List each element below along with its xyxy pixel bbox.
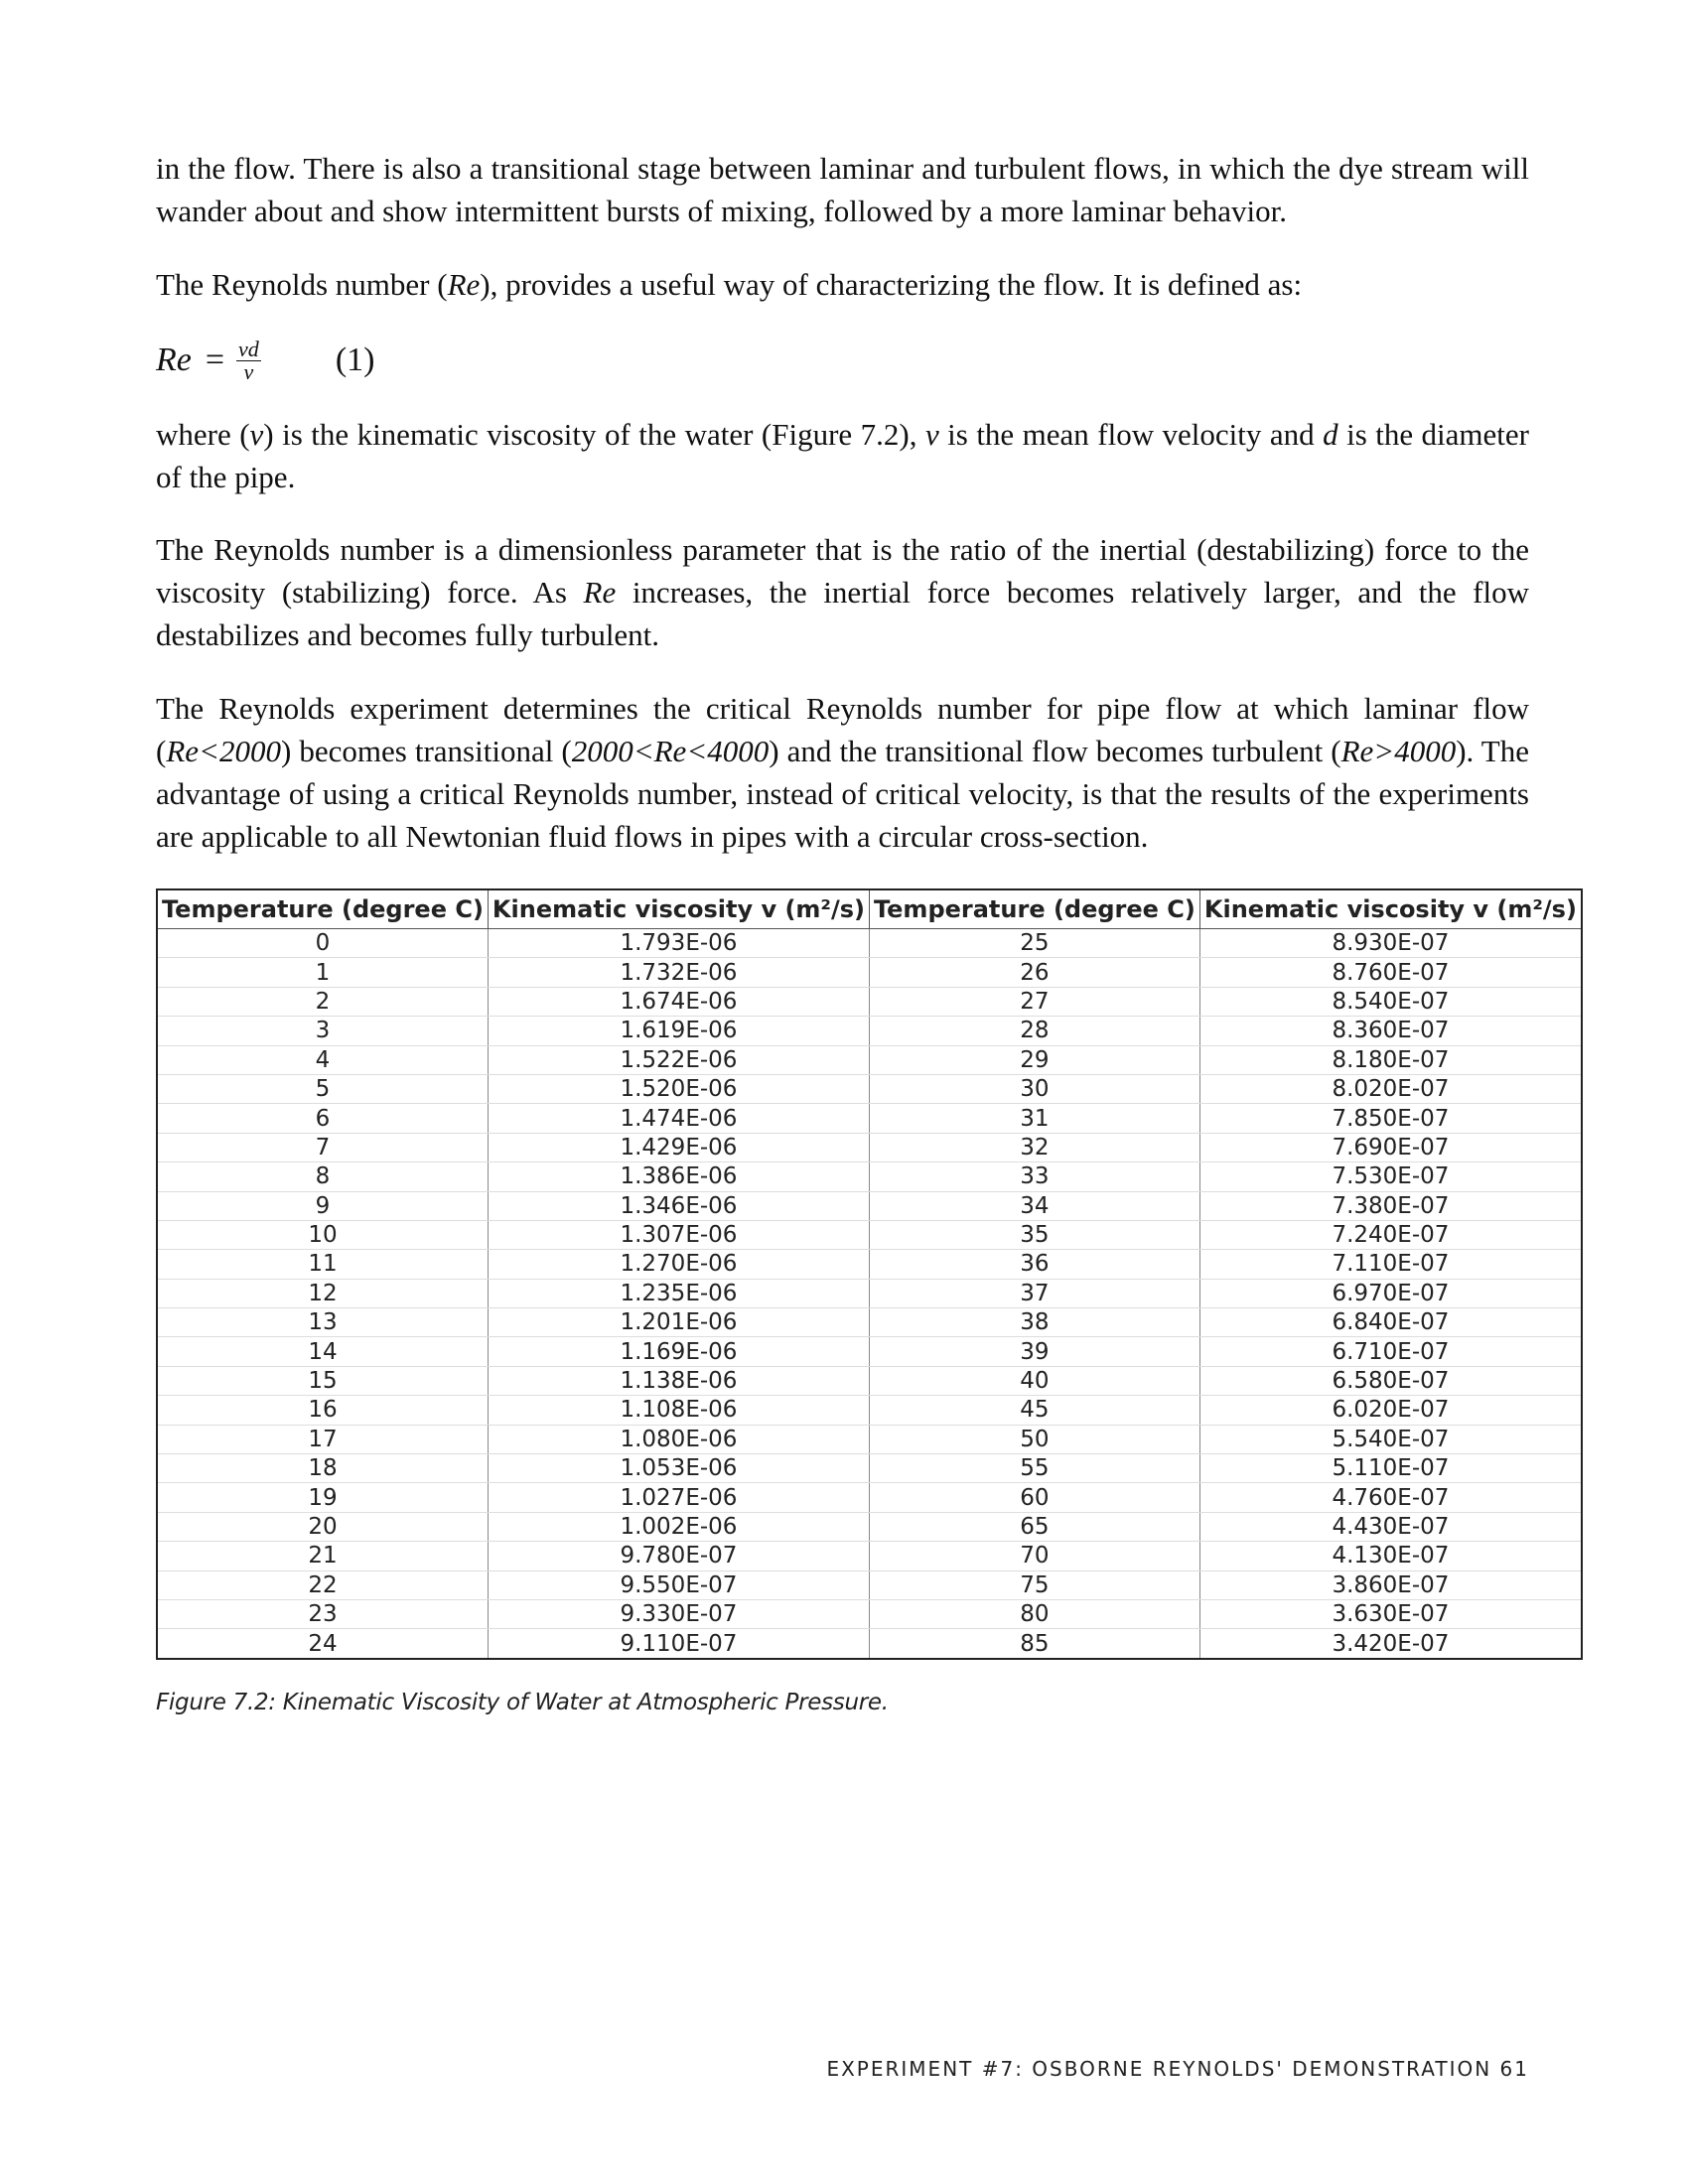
header-viscosity: Kinematic viscosity v (m²/s) [1199,889,1582,929]
paragraph-text: The Reynolds number ( [156,267,448,302]
re-symbol: Re [583,575,617,610]
temperature-cell: 12 [157,1279,488,1307]
temperature-cell: 0 [157,929,488,958]
temperature-cell: 35 [869,1220,1199,1249]
viscosity-cell: 9.110E-07 [488,1629,869,1659]
temperature-cell: 60 [869,1483,1199,1512]
viscosity-cell: 1.307E-06 [488,1220,869,1249]
viscosity-cell: 7.240E-07 [1199,1220,1582,1249]
equation-lhs: Re [156,341,192,378]
viscosity-cell: 1.002E-06 [488,1512,869,1541]
temperature-cell: 15 [157,1366,488,1395]
viscosity-cell: 3.630E-07 [1199,1599,1582,1628]
viscosity-cell: 8.020E-07 [1199,1074,1582,1103]
temperature-cell: 24 [157,1629,488,1659]
viscosity-cell: 6.970E-07 [1199,1279,1582,1307]
table-row [157,1104,1582,1133]
equation-numerator: vd [238,336,259,361]
temperature-cell: 33 [869,1162,1199,1191]
temperature-cell: 26 [869,958,1199,987]
table-row [157,987,1582,1016]
viscosity-cell: 1.201E-06 [488,1308,869,1337]
temperature-cell: 16 [157,1396,488,1425]
temperature-cell: 13 [157,1308,488,1337]
header-temperature: Temperature (degree C) [869,889,1199,929]
temperature-cell: 37 [869,1279,1199,1307]
viscosity-cell: 1.520E-06 [488,1074,869,1103]
temperature-cell: 22 [157,1570,488,1599]
viscosity-cell: 6.580E-07 [1199,1366,1582,1395]
temperature-cell: 6 [157,1104,488,1133]
temperature-cell: 14 [157,1337,488,1366]
temperature-cell: 75 [869,1570,1199,1599]
viscosity-cell: 1.429E-06 [488,1133,869,1161]
viscosity-cell: 3.420E-07 [1199,1629,1582,1659]
page-footer: EXPERIMENT #7: OSBORNE REYNOLDS' DEMONSTRATION 61 [826,2057,1529,2081]
paragraph-text: where ( [156,417,250,452]
viscosity-cell: 8.760E-07 [1199,958,1582,987]
equation-fraction [236,336,261,384]
viscosity-cell: 1.270E-06 [488,1250,869,1279]
temperature-cell: 65 [869,1512,1199,1541]
table-row [157,1074,1582,1103]
temperature-cell: 25 [869,929,1199,958]
transitional-range: 2000<Re<4000 [571,734,770,768]
viscosity-cell: 1.169E-06 [488,1337,869,1366]
temperature-cell: 11 [157,1250,488,1279]
paragraph-text: is the diameter of the pipe. [156,417,1530,494]
table-row [157,1337,1582,1366]
viscosity-cell: 7.850E-07 [1199,1104,1582,1133]
viscosity-cell: 1.474E-06 [488,1104,869,1133]
viscosity-cell: 1.386E-06 [488,1162,869,1191]
table-row [157,1542,1582,1570]
viscosity-cell: 1.522E-06 [488,1045,869,1074]
temperature-cell: 28 [869,1017,1199,1045]
table-header-row [157,889,1582,929]
viscosity-cell: 8.180E-07 [1199,1045,1582,1074]
table-row [157,1512,1582,1541]
viscosity-cell: 7.690E-07 [1199,1133,1582,1161]
table-row [157,958,1582,987]
temperature-cell: 20 [157,1512,488,1541]
table-row [157,1220,1582,1249]
temperature-cell: 50 [869,1425,1199,1453]
v-symbol: v [924,417,939,452]
table-row [157,1599,1582,1628]
table-row [157,1133,1582,1161]
figure-caption: Figure 7.2: Kinematic Viscosity of Water at Atmospheric Pressure. [156,1689,889,1715]
table-row [157,1017,1582,1045]
temperature-cell: 10 [157,1220,488,1249]
viscosity-table [156,888,1583,1660]
equation-number: (1) [335,341,375,378]
reynolds-equation [156,330,1529,391]
temperature-cell: 29 [869,1045,1199,1074]
viscosity-cell: 5.110E-07 [1199,1454,1582,1483]
table-row [157,1191,1582,1220]
viscosity-cell: 5.540E-07 [1199,1425,1582,1453]
paragraph-text: increases, the inertial force becomes relatively larger, and the flow destabilizes and becomes fully turbulent. [156,575,1529,652]
temperature-cell: 21 [157,1542,488,1570]
viscosity-cell: 6.020E-07 [1199,1396,1582,1425]
temperature-cell: 9 [157,1191,488,1220]
temperature-cell: 80 [869,1599,1199,1628]
viscosity-cell: 4.760E-07 [1199,1483,1582,1512]
temperature-cell: 4 [157,1045,488,1074]
paragraph-dimensionless [156,528,1529,656]
nu-symbol: ν [249,417,264,452]
table-row [157,1425,1582,1453]
viscosity-cell: 1.138E-06 [488,1366,869,1395]
turbulent-range: Re>4000 [1340,734,1457,768]
equation-equals: = [205,341,225,378]
temperature-cell: 17 [157,1425,488,1453]
viscosity-cell: 1.108E-06 [488,1396,869,1425]
paragraph-text: The Reynolds number is a dimensionless parameter that is the ratio of the inertial (destabilizing) force to the viscosity (stabilizing) force. As [156,532,1529,610]
table-row [157,929,1582,958]
viscosity-cell: 8.930E-07 [1199,929,1582,958]
temperature-cell: 32 [869,1133,1199,1161]
table-row [157,1250,1582,1279]
temperature-cell: 19 [157,1483,488,1512]
table-row [157,1366,1582,1395]
viscosity-cell: 9.330E-07 [488,1599,869,1628]
viscosity-cell: 7.110E-07 [1199,1250,1582,1279]
paragraph-reynolds-intro [156,263,1529,306]
temperature-cell: 31 [869,1104,1199,1133]
viscosity-cell: 4.130E-07 [1199,1542,1582,1570]
temperature-cell: 38 [869,1308,1199,1337]
viscosity-cell: 1.732E-06 [488,958,869,987]
paragraph-text: ) is the kinematic viscosity of the water (Figure 7.2), [263,417,925,452]
equation-denominator: ν [243,358,254,384]
temperature-cell: 8 [157,1162,488,1191]
temperature-cell: 23 [157,1599,488,1628]
paragraph-text: ). The advantage of using a critical Reynolds number, instead of critical velocity, is that the results of the experiments are applicable to all Newtonian fluid flows in pipes with a circular cross-section. [156,734,1529,854]
temperature-cell: 85 [869,1629,1199,1659]
temperature-cell: 1 [157,958,488,987]
viscosity-cell: 1.235E-06 [488,1279,869,1307]
viscosity-cell: 6.710E-07 [1199,1337,1582,1366]
paragraph-text: ) and the transitional flow becomes turbulent ( [769,734,1341,768]
viscosity-cell: 1.080E-06 [488,1425,869,1453]
viscosity-cell: 7.380E-07 [1199,1191,1582,1220]
paragraph-flow-transition [156,147,1529,232]
temperature-cell: 3 [157,1017,488,1045]
viscosity-cell: 8.540E-07 [1199,987,1582,1016]
temperature-cell: 36 [869,1250,1199,1279]
header-viscosity: Kinematic viscosity v (m²/s) [488,889,869,929]
temperature-cell: 7 [157,1133,488,1161]
header-temperature: Temperature (degree C) [157,889,488,929]
temperature-cell: 45 [869,1396,1199,1425]
table-row [157,1483,1582,1512]
temperature-cell: 2 [157,987,488,1016]
table-body [157,929,1582,1659]
temperature-cell: 30 [869,1074,1199,1103]
viscosity-cell: 3.860E-07 [1199,1570,1582,1599]
viscosity-cell: 1.027E-06 [488,1483,869,1512]
viscosity-cell: 1.674E-06 [488,987,869,1016]
viscosity-cell: 1.346E-06 [488,1191,869,1220]
temperature-cell: 27 [869,987,1199,1016]
table-row [157,1629,1582,1659]
viscosity-cell: 8.360E-07 [1199,1017,1582,1045]
paragraph-text: The Reynolds experiment determines the critical Reynolds number for pipe flow at which laminar flow ( [156,691,1529,768]
table-row [157,1162,1582,1191]
temperature-cell: 39 [869,1337,1199,1366]
viscosity-cell: 6.840E-07 [1199,1308,1582,1337]
temperature-cell: 70 [869,1542,1199,1570]
paragraph-definitions [156,413,1529,498]
temperature-cell: 40 [869,1366,1199,1395]
d-symbol: d [1323,417,1338,452]
table-row [157,1279,1582,1307]
viscosity-cell: 1.793E-06 [488,929,869,958]
temperature-cell: 34 [869,1191,1199,1220]
temperature-cell: 55 [869,1454,1199,1483]
table-row [157,1570,1582,1599]
viscosity-cell: 1.053E-06 [488,1454,869,1483]
page-content [156,147,1577,1715]
paragraph-text: is the mean flow velocity and [938,417,1324,452]
paragraph-text: ), provides a useful way of characterizing the flow. It is defined as: [480,267,1303,302]
re-symbol: Re [447,267,481,302]
viscosity-cell: 7.530E-07 [1199,1162,1582,1191]
viscosity-cell: 9.780E-07 [488,1542,869,1570]
paragraph-text: in the flow. There is also a transitional stage between laminar and turbulent flows, in which the dye stream will wander about and show intermittent bursts of mixing, followed by a more laminar behavior. [156,151,1529,228]
temperature-cell: 5 [157,1074,488,1103]
paragraph-text: ) becomes transitional ( [280,734,572,768]
laminar-range: Re<2000 [166,734,281,768]
viscosity-cell: 9.550E-07 [488,1570,869,1599]
table-row [157,1045,1582,1074]
temperature-cell: 18 [157,1454,488,1483]
table-row [157,1396,1582,1425]
table-row [157,1308,1582,1337]
paragraph-critical-reynolds [156,687,1529,858]
viscosity-cell: 1.619E-06 [488,1017,869,1045]
viscosity-cell: 4.430E-07 [1199,1512,1582,1541]
table-row [157,1454,1582,1483]
